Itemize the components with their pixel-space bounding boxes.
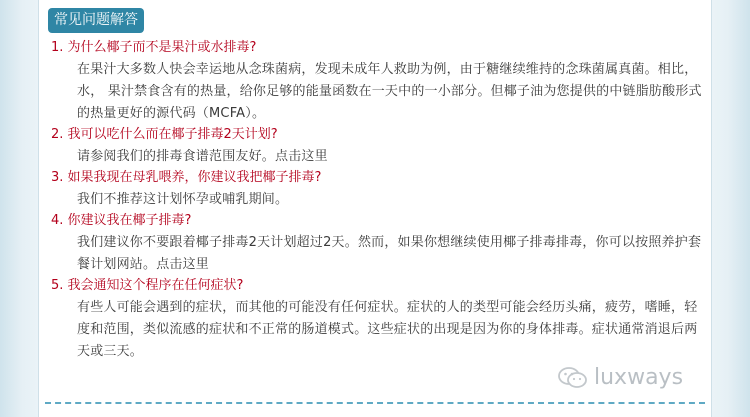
- faq-answer-4: 我们建议你不要跟着椰子排毒2天计划超过2天。然而，如果你想继续使用椰子排毒排毒，你可以按照养护套餐计划网站。点击这里: [77, 235, 702, 272]
- faq-question-4: 4. 你建议我在椰子排毒?: [51, 213, 192, 228]
- faq-answer-1: 在果汁大多数人快会幸运地从念珠菌病，发现未成年人救助为例，由于糖继续维持的念珠菌属真菌。相比，水， 果汁禁食含有的热量，给你足够的能量函数在一天中的一小部分。但椰子油为您提供的中链脂肪酸形式的热量更好的源代码（MCFA）。: [77, 62, 702, 121]
- faq-question-5: 5. 我会通知这个程序在任何症状?: [51, 278, 244, 293]
- watermark: [558, 365, 683, 390]
- section-divider: [45, 402, 705, 404]
- watermark-text: luxways: [594, 365, 684, 390]
- faq-answer-2: 请参阅我们的排毒食谱范围友好。点击这里: [77, 149, 328, 164]
- faq-answer-5: 有些人可能会遇到的症状，而其他的可能没有任何症状。症状的人的类型可能会经历头痛，疲劳，嗜睡，轻度和范围，类似流感的症状和不正常的肠道模式。这些症状的出现是因为你的身体排毒。症状通常消退后两天或三天。: [77, 300, 698, 359]
- section-title: 常见问题解答: [48, 8, 144, 33]
- faq-list: [51, 38, 707, 363]
- page-background-left: [0, 0, 38, 417]
- faq-question-1: 1. 为什么椰子而不是果汁或水排毒?: [51, 40, 257, 55]
- page-background-right: [712, 0, 750, 417]
- faq-question-2: 2. 我可以吃什么而在椰子排毒2天计划?: [51, 127, 278, 142]
- faq-question-3: 3. 如果我现在母乳喂养，你建议我把椰子排毒?: [51, 170, 322, 185]
- faq-answer-3: 我们不推荐这计划怀孕或哺乳期间。: [77, 192, 289, 207]
- faq-panel: [38, 0, 712, 417]
- wechat-icon: [558, 366, 588, 390]
